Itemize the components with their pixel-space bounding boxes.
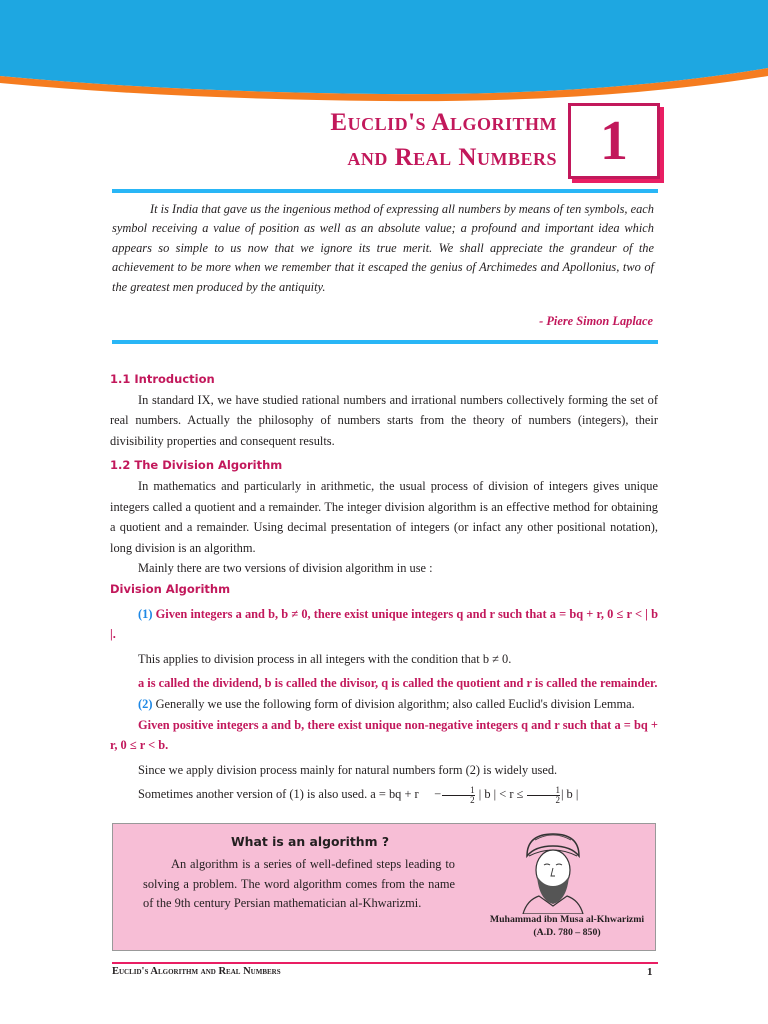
divider-top	[112, 189, 658, 193]
chapter-title-block	[250, 103, 670, 183]
version-two-intro-text: Generally we use the following form of division algorithm; also called Euclid's division Lemma.	[155, 696, 635, 711]
chapter-title	[330, 105, 557, 175]
version-two-label: (2)	[138, 696, 153, 711]
paragraph-applies: This applies to division process in all integers with the condition that b ≠ 0.	[138, 651, 512, 666]
portrait-al-khwarizmi-icon	[513, 830, 593, 914]
inequality-right: | b |	[560, 787, 579, 802]
paragraph-since: Since we apply division process mainly for natural numbers form (2) is widely used.	[138, 762, 558, 777]
paragraph-introduction: In standard IX, we have studied rational numbers and irrational numbers collectively forming the set of real numbers. Actually the philosophy of numbers starts from the theory of numbers (integers), their divisibility properties and consequent results.	[110, 392, 658, 448]
epigraph-author: - Piere Simon Laplace	[539, 314, 653, 328]
inequality-left-sign: −	[434, 787, 442, 802]
version-two-intro	[110, 694, 658, 715]
section-heading-introduction: 1.1 Introduction	[110, 372, 215, 386]
section-heading-division-algorithm: 1.2 The Division Algorithm	[110, 458, 283, 473]
version-one-statement: Given integers a and b, b ≠ 0, there exist unique integers q and r such that a = bq + r, 0 ≤ r < | b |.	[110, 606, 658, 642]
footer-divider	[112, 962, 658, 964]
paragraph-sometimes	[110, 784, 658, 805]
info-box-title: What is an algorithm ?	[231, 834, 390, 849]
subheading-division-algorithm: Division Algorithm	[110, 581, 231, 596]
version-one-label: (1)	[138, 606, 153, 621]
portrait-caption-name: Muhammad ibn Musa al-Khwarizmi	[489, 914, 645, 925]
footer-chapter-title: Euclid's Algorithm and Real Numbers	[112, 966, 281, 977]
epigraph-quote: It is India that gave us the ingenious method of expressing all numbers by means of ten symbols, each symbol receiving a value of position as well as an absolute value; a profound and important idea which appears so simple to us now that we ignore its true merit. We shall appreciate the grandeur of the achievement to be more when we remember that it escaped the genius of Archimedes and Apollonius, two of the greatest men produced by the antiquity.	[112, 202, 654, 294]
chapter-title-line2: and Real Numbers	[347, 144, 557, 171]
inequality-middle: | b | < r ≤	[478, 787, 524, 802]
portrait-caption-dates: (A.D. 780 – 850)	[533, 927, 601, 938]
chapter-number-box	[568, 103, 660, 179]
fraction-half-right: $\frac{1}{2}$	[527, 786, 560, 805]
paragraph-division: In mathematics and particularly in arithmetic, the usual process of division of integers gives unique integers called a quotient and a remainder. The integer division algorithm is an effective method for obtaining a quotient and a remainder. Using decimal presentation of integers (or infact any other positional notation), long division is an algorithm.	[110, 478, 658, 555]
chapter-number: 1	[600, 110, 628, 172]
info-box-algorithm	[112, 823, 656, 951]
version-one	[110, 604, 658, 645]
paragraph-terms: a is called the dividend, b is called the divisor, q is called the quotient and r is called the remainder.	[138, 676, 658, 691]
footer-page-number: 1	[647, 966, 653, 978]
fraction-half-left: $\frac{1}{2}$	[442, 786, 475, 805]
version-two-statement: Given positive integers a and b, there exist unique non-negative integers q and r such that a = bq + r, 0 ≤ r < b.	[110, 717, 658, 753]
main-content	[110, 369, 658, 805]
chapter-title-line1: Euclid's Algorithm	[330, 109, 557, 136]
info-box-text: An algorithm is a series of well-defined steps leading to solving a problem. The word algorithm comes from the name of the 9th century Persian mathematician al-Khwarizmi.	[143, 857, 455, 910]
sometimes-text: Sometimes another version of (1) is also used. a = bq + r	[138, 787, 419, 802]
paragraph-versions: Mainly there are two versions of division algorithm in use :	[138, 561, 433, 576]
header-banner	[0, 0, 768, 110]
divider-bottom	[112, 340, 658, 344]
